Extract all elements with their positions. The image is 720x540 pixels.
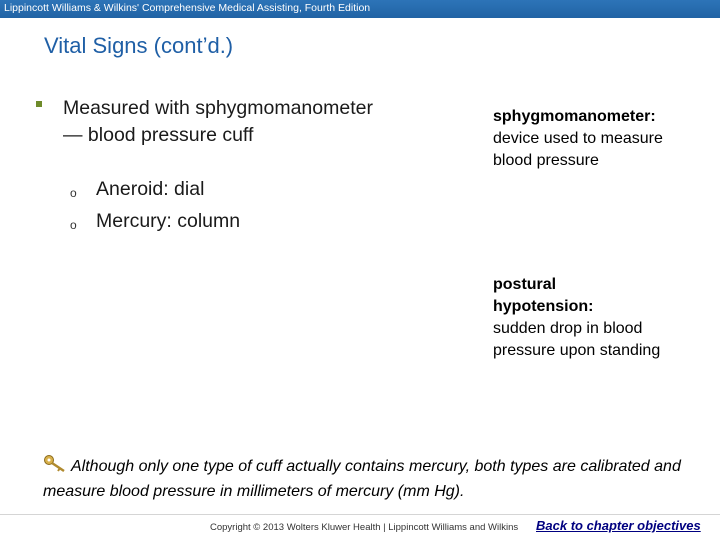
book-title: Lippincott Williams & Wilkins' Comprehensive Medical Assisting, Fourth Edition xyxy=(4,2,371,14)
definition-text: device used to measure blood pressure xyxy=(493,130,663,169)
definition-term: sphygmomanometer: xyxy=(493,108,656,125)
sub-bullet-marker: o xyxy=(70,186,77,200)
sub-bullet-aneroid: Aneroid: dial xyxy=(96,178,205,200)
note-text: Although only one type of cuff actually contains mercury, both types are calibrated and measure blood pressure in millimeters of mercury (mm Hg). xyxy=(43,458,681,500)
sub-bullet-mercury: Mercury: column xyxy=(96,210,241,232)
definition-text: sudden drop in blood pressure upon standing xyxy=(493,320,661,359)
footer-divider xyxy=(0,514,720,515)
key-note xyxy=(43,454,693,503)
definition-postural-hypotension xyxy=(493,274,693,362)
definition-term: postural hypotension: xyxy=(493,276,594,315)
back-to-objectives-link[interactable]: Back to chapter objectives xyxy=(536,518,701,533)
main-bullet-text: Measured with sphygmomanometer — blood pressure cuff xyxy=(63,97,373,146)
slide-title: Vital Signs (cont’d.) xyxy=(44,33,234,58)
definition-sphygmomanometer xyxy=(493,106,693,172)
sub-bullet-marker: o xyxy=(70,218,77,232)
copyright-text: Copyright © 2013 Wolters Kluwer Health | Lippincott Williams and Wilkins xyxy=(210,522,519,533)
header-banner xyxy=(0,0,720,18)
bullet-square-icon xyxy=(36,101,42,107)
key-icon xyxy=(43,454,69,481)
